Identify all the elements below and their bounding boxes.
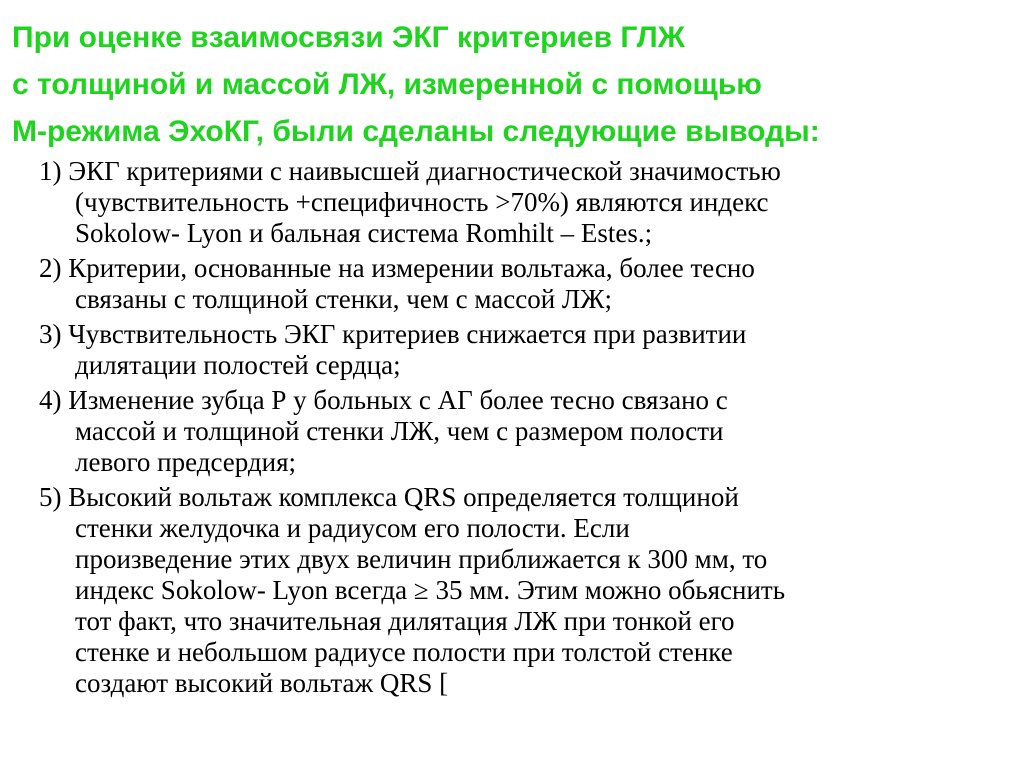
conclusion-line: 1) ЭКГ критериями с наивысшей диагностической значимостью — [39, 156, 781, 186]
conclusion-item-2 — [39, 253, 1009, 315]
conclusion-line: дилятации полостей сердца; — [75, 350, 401, 380]
conclusions-list — [39, 156, 1009, 703]
slide-title-line: М-режима ЭхоКГ, были сделаны следующие выводы: — [12, 115, 820, 148]
conclusion-item-4 — [39, 385, 1009, 478]
conclusion-line: индекс Sokolow- Lyon всегда ≥ 35 мм. Этим можно обьяснить — [75, 575, 786, 605]
conclusion-item-5 — [39, 482, 1009, 699]
conclusion-line: (чувствительность +специфичность >70%) являются индекс — [75, 187, 769, 217]
conclusion-line: 3) Чувствительность ЭКГ критериев снижается при развитии — [39, 319, 747, 349]
conclusion-line: массой и толщиной стенки ЛЖ, чем с размером полости — [75, 416, 724, 446]
conclusion-line: произведение этих двух величин приближается к 300 мм, то — [75, 544, 768, 574]
slide-title-line: При оценке взаимосвязи ЭКГ критериев ГЛЖ — [12, 21, 685, 54]
conclusion-line: левого предсердия; — [75, 447, 297, 477]
conclusion-item-3 — [39, 319, 1009, 381]
conclusion-line: тот факт, что значительная дилятация ЛЖ при тонкой его — [75, 606, 735, 636]
conclusion-line: 5) Высокий вольтаж комплекса QRS определяется толщиной — [39, 482, 739, 512]
conclusion-line: стенке и небольшом радиусе полости при толстой стенке — [75, 637, 733, 667]
conclusion-line: 4) Изменение зубца Р у больных с АГ более тесно связано с — [39, 385, 728, 415]
slide-title-line: с толщиной и массой ЛЖ, измеренной с помощью — [12, 68, 762, 101]
conclusion-line: создают высокий вольтаж QRS [ — [75, 668, 449, 698]
conclusion-line: Sokolow- Lyon и бальная система Romhilt – Estes.; — [75, 218, 653, 248]
conclusion-line: связаны с толщиной стенки, чем с массой ЛЖ; — [75, 284, 612, 314]
conclusion-line: стенки желудочка и радиусом его полости. Если — [75, 513, 630, 543]
conclusion-item-1 — [39, 156, 1009, 249]
slide-title — [12, 14, 1012, 155]
conclusion-line: 2) Критерии, основанные на измерении вольтажа, более тесно — [39, 253, 755, 283]
